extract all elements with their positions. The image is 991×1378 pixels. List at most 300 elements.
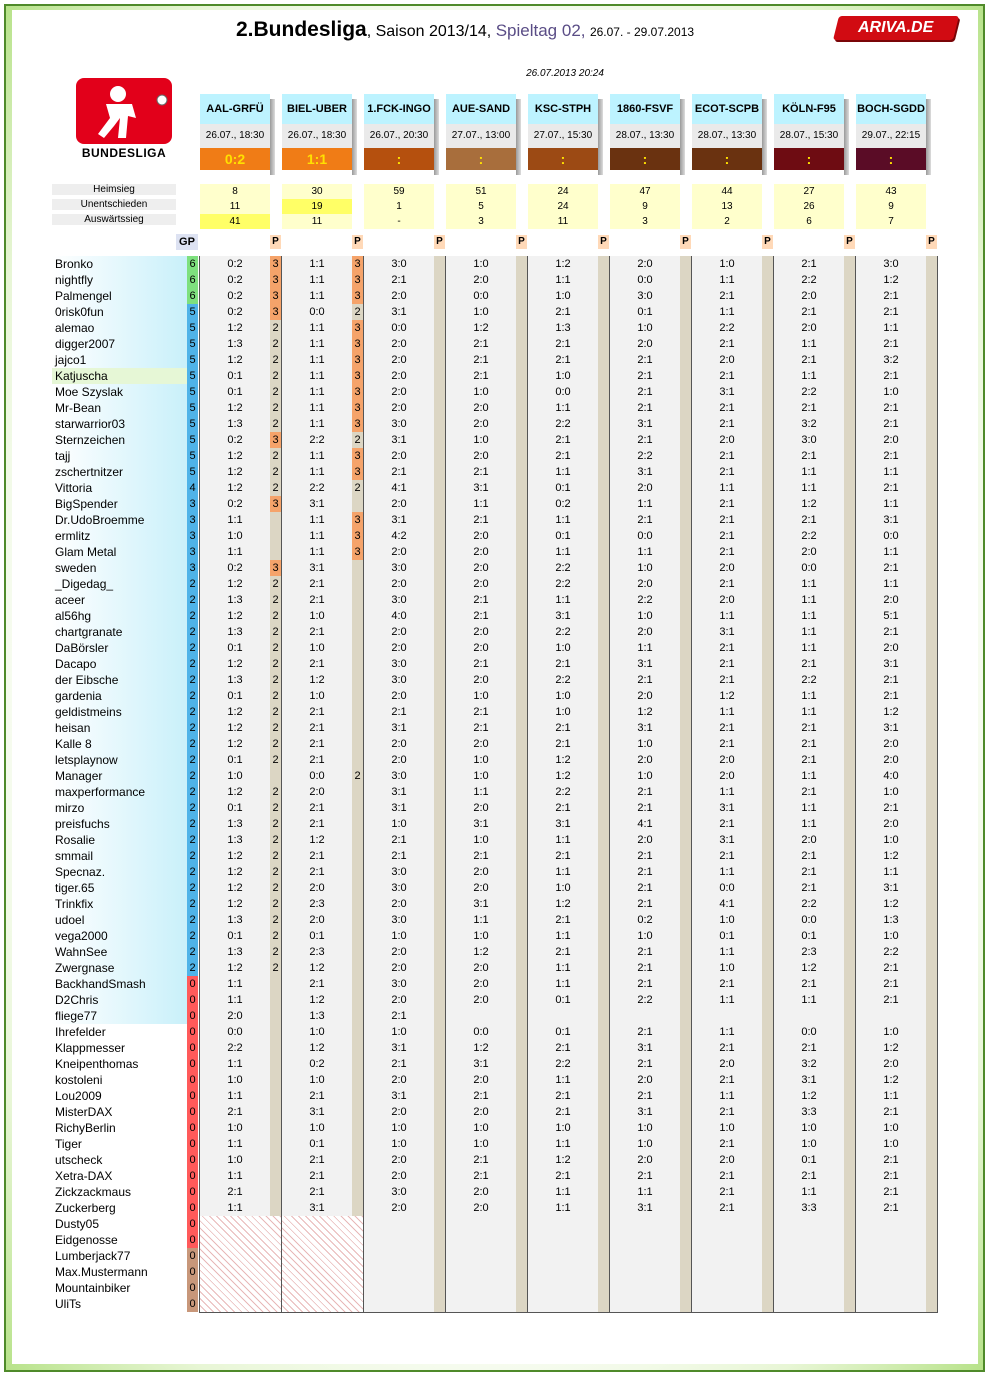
tip-cell: 2:1 xyxy=(555,1042,571,1054)
tip-cell: 1:0 xyxy=(391,1122,407,1134)
tip-points: 2 xyxy=(270,880,281,896)
tip-cell: 2:0 xyxy=(391,450,407,462)
participant-name[interactable]: Moe Szyslak xyxy=(52,384,187,400)
tip-cell: 2:2 xyxy=(309,434,325,446)
tip-cell: 2:1 xyxy=(473,610,489,622)
participant-name[interactable]: Zuckerberg xyxy=(52,1200,187,1216)
tip-cell: 1:1 xyxy=(555,866,571,878)
tip-cell: 0:1 xyxy=(227,386,243,398)
tip-cell: 1:3 xyxy=(883,914,899,926)
tip-cell: 1:0 xyxy=(309,1026,325,1038)
tip-points: 2 xyxy=(270,336,281,352)
tip-cell: 1:1 xyxy=(555,930,571,942)
tip-cell: 2:3 xyxy=(309,946,325,958)
tip-cell: 1:1 xyxy=(637,1186,653,1198)
tip-cell: 0:0 xyxy=(309,306,325,318)
tip-points: 2 xyxy=(270,480,281,496)
stat-value: 3 xyxy=(610,214,680,229)
tip-cell: 2:1 xyxy=(391,706,407,718)
tip-points: 2 xyxy=(270,704,281,720)
match-result: : xyxy=(856,148,926,170)
tip-cell: 2:3 xyxy=(309,898,325,910)
tip-cell: 2:0 xyxy=(391,962,407,974)
participant-name[interactable]: aceer xyxy=(52,592,187,608)
match-header[interactable] xyxy=(200,94,270,175)
participant-name[interactable]: der Eibsche xyxy=(52,672,187,688)
tip-cell: 2:0 xyxy=(637,338,653,350)
points-column xyxy=(598,256,609,1312)
tip-cell: 1:1 xyxy=(309,290,325,302)
participant-name[interactable]: fliege77 xyxy=(52,1008,187,1024)
match-header[interactable] xyxy=(856,94,926,175)
participant-name[interactable]: zschertnitzer xyxy=(52,464,187,480)
match-result: : xyxy=(364,148,434,170)
match-date: 28.07., 13:30 xyxy=(610,124,680,148)
participant-name[interactable]: Eidgenosse xyxy=(52,1232,187,1248)
tip-cell: 0:1 xyxy=(801,930,817,942)
stat-value: 26 xyxy=(774,199,844,214)
stat-value: 6 xyxy=(774,214,844,229)
participant-points: 0 xyxy=(187,1248,198,1264)
tip-cell: 1:2 xyxy=(227,738,243,750)
stat-value: 47 xyxy=(610,184,680,199)
tip-cell: 0:2 xyxy=(309,1058,325,1070)
participant-points: 0 xyxy=(187,1136,198,1152)
tip-cell: 3:1 xyxy=(391,514,407,526)
participant-points: 0 xyxy=(187,1232,198,1248)
participant-name[interactable]: Max.Mustermann xyxy=(52,1264,187,1280)
match-result: : xyxy=(610,148,680,170)
participant-name[interactable]: Katjuscha xyxy=(52,368,187,384)
tip-cell: 1:3 xyxy=(227,946,243,958)
match-result: : xyxy=(446,148,516,170)
tip-cell: 1:0 xyxy=(883,386,899,398)
participant-points: 0 xyxy=(187,1120,198,1136)
participant-points: 5 xyxy=(187,400,198,416)
tip-points: 2 xyxy=(352,480,363,496)
participant-name[interactable]: Zwergnase xyxy=(52,960,187,976)
tip-cell: 2:1 xyxy=(801,450,817,462)
tip-cell: 2:0 xyxy=(883,754,899,766)
match-header[interactable] xyxy=(528,94,598,175)
participant-name[interactable]: Vittoria xyxy=(52,480,187,496)
participant-name[interactable]: Kneipenthomas xyxy=(52,1056,187,1072)
tip-cell: 1:0 xyxy=(555,706,571,718)
tip-cell: 1:1 xyxy=(801,370,817,382)
tip-cell: 1:2 xyxy=(227,402,243,414)
tip-cell: 2:0 xyxy=(637,1074,653,1086)
match-date: 26.07., 20:30 xyxy=(364,124,434,148)
tip-cell: 4:1 xyxy=(637,818,653,830)
tip-cell: 2:0 xyxy=(883,642,899,654)
tip-cell: 5:1 xyxy=(883,610,899,622)
participant-name[interactable]: Palmengel xyxy=(52,288,187,304)
tip-cell: 1:3 xyxy=(309,1010,325,1022)
tip-cell: 2:1 xyxy=(801,1170,817,1182)
tip-cell: 1:0 xyxy=(637,930,653,942)
participant-name[interactable]: Rosalie xyxy=(52,832,187,848)
tip-cell: 0:0 xyxy=(801,914,817,926)
empty-tips-hatch xyxy=(200,1216,281,1312)
tip-cell: 1:1 xyxy=(309,354,325,366)
tip-cell: 1:1 xyxy=(555,514,571,526)
points-column xyxy=(844,256,855,1312)
tip-cell: 2:1 xyxy=(637,514,653,526)
participant-name[interactable]: DaBörsler xyxy=(52,640,187,656)
tip-cell: 1:1 xyxy=(883,546,899,558)
tip-cell: 1:1 xyxy=(309,338,325,350)
tip-cell: 1:1 xyxy=(555,1202,571,1214)
participant-name[interactable]: Xetra-DAX xyxy=(52,1168,187,1184)
tip-cell: 2:0 xyxy=(801,834,817,846)
match-header[interactable] xyxy=(774,94,844,175)
tip-cell: 1:1 xyxy=(555,466,571,478)
match-header[interactable] xyxy=(610,94,680,175)
points-column xyxy=(926,256,937,1312)
tip-cell: 2:1 xyxy=(309,738,325,750)
participant-name[interactable]: ermlitz xyxy=(52,528,187,544)
tip-cell: 0:1 xyxy=(227,802,243,814)
participant-name[interactable]: kostoleni xyxy=(52,1072,187,1088)
participant-points: 5 xyxy=(187,320,198,336)
match-date: 26.07., 18:30 xyxy=(200,124,270,148)
tip-cell: 2:0 xyxy=(637,626,653,638)
tip-cell: 2:1 xyxy=(637,946,653,958)
participant-points: 5 xyxy=(187,384,198,400)
tip-cell: 1:2 xyxy=(555,754,571,766)
tip-cell: 1:0 xyxy=(309,610,325,622)
participant-name[interactable]: heisan xyxy=(52,720,187,736)
column-divider xyxy=(937,256,938,1312)
ariva-logo[interactable] xyxy=(833,16,959,40)
p-header: P xyxy=(270,235,281,249)
participant-name[interactable]: maxperformance xyxy=(52,784,187,800)
tip-cell: 3:1 xyxy=(637,722,653,734)
tip-cell: 2:1 xyxy=(637,674,653,686)
tip-cell: 1:0 xyxy=(801,1138,817,1150)
participant-points: 6 xyxy=(187,288,198,304)
tip-cell: 1:0 xyxy=(473,834,489,846)
participant-name[interactable]: alemao xyxy=(52,320,187,336)
header-shadow xyxy=(926,99,931,175)
participant-name[interactable]: Kalle 8 xyxy=(52,736,187,752)
tip-cell: 2:1 xyxy=(719,418,735,430)
participant-name[interactable]: Sternzeichen xyxy=(52,432,187,448)
stat-value: 11 xyxy=(200,199,270,214)
tip-cell: 2:0 xyxy=(391,338,407,350)
participant-name[interactable]: jajco1 xyxy=(52,352,187,368)
participant-name[interactable]: Mr-Bean xyxy=(52,400,187,416)
tip-cell: 2:1 xyxy=(719,338,735,350)
tip-cell: 3:0 xyxy=(391,770,407,782)
tip-cell: 1:0 xyxy=(555,370,571,382)
tip-cell: 2:2 xyxy=(883,946,899,958)
tip-cell: 2:0 xyxy=(391,370,407,382)
empty-tips-hatch xyxy=(282,1216,363,1312)
header-shadow xyxy=(352,99,357,175)
match-header[interactable] xyxy=(446,94,516,175)
tip-cell: 2:1 xyxy=(309,866,325,878)
participant-name[interactable]: Lou2009 xyxy=(52,1088,187,1104)
tip-points: 3 xyxy=(270,560,281,576)
participant-name[interactable]: mirzo xyxy=(52,800,187,816)
tip-cell: 1:1 xyxy=(719,482,735,494)
participant-name[interactable]: digger2007 xyxy=(52,336,187,352)
participant-name[interactable]: Specnaz. xyxy=(52,864,187,880)
tip-cell: 1:1 xyxy=(309,370,325,382)
tip-cell: 4:0 xyxy=(391,610,407,622)
tip-cell: 3:2 xyxy=(883,354,899,366)
stat-value: 27 xyxy=(774,184,844,199)
participant-name[interactable]: geldistmeins xyxy=(52,704,187,720)
participant-points: 0 xyxy=(187,1072,198,1088)
tip-cell: 2:1 xyxy=(719,658,735,670)
participant-name[interactable]: Manager xyxy=(52,768,187,784)
tip-points: 3 xyxy=(352,512,363,528)
tip-cell: 1:0 xyxy=(309,1122,325,1134)
match-code: BOCH-SGDD xyxy=(856,94,926,124)
stat-value: 11 xyxy=(528,214,598,229)
tip-cell: 2:0 xyxy=(309,786,325,798)
tip-cell: 1:0 xyxy=(637,1122,653,1134)
tip-cell: 3:1 xyxy=(637,1202,653,1214)
tip-cell: 1:0 xyxy=(309,1074,325,1086)
tip-cell: 2:1 xyxy=(473,1170,489,1182)
tip-points: 3 xyxy=(352,320,363,336)
participant-name[interactable]: _Digedag_ xyxy=(52,576,187,592)
tip-points: 2 xyxy=(270,912,281,928)
tip-cell: 1:0 xyxy=(391,1138,407,1150)
tip-cell: 2:1 xyxy=(883,1186,899,1198)
participant-name[interactable]: Bronko xyxy=(52,256,187,272)
participant-points: 0 xyxy=(187,1280,198,1296)
participant-points: 0 xyxy=(187,976,198,992)
participant-points: 0 xyxy=(187,1264,198,1280)
tip-cell: 2:1 xyxy=(883,962,899,974)
tip-cell: 2:3 xyxy=(801,946,817,958)
tip-cell: 2:1 xyxy=(883,402,899,414)
tip-cell: 1:2 xyxy=(227,354,243,366)
participant-points: 4 xyxy=(187,480,198,496)
tip-cell: 2:1 xyxy=(801,658,817,670)
participant-name[interactable]: udoel xyxy=(52,912,187,928)
tip-cell: 2:1 xyxy=(719,514,735,526)
tip-points: 2 xyxy=(270,352,281,368)
tip-cell: 2:1 xyxy=(473,514,489,526)
participant-points: 0 xyxy=(187,1168,198,1184)
tip-points: 2 xyxy=(270,816,281,832)
participant-name[interactable]: letsplaynow xyxy=(52,752,187,768)
participant-name[interactable]: Glam Metal xyxy=(52,544,187,560)
tip-cell: 1:2 xyxy=(883,274,899,286)
tip-cell: 0:1 xyxy=(227,754,243,766)
tip-cell: 2:0 xyxy=(473,450,489,462)
tip-cell: 3:0 xyxy=(801,434,817,446)
participant-name[interactable]: Trinkfix xyxy=(52,896,187,912)
tip-cell: 2:1 xyxy=(555,1170,571,1182)
tip-cell: 0:0 xyxy=(637,274,653,286)
participant-name[interactable]: Dusty05 xyxy=(52,1216,187,1232)
tip-cell: 2:1 xyxy=(719,546,735,558)
participant-name[interactable]: MisterDAX xyxy=(52,1104,187,1120)
tip-cell: 1:0 xyxy=(719,1122,735,1134)
tip-points: 3 xyxy=(270,496,281,512)
tip-cell: 1:2 xyxy=(309,834,325,846)
participant-name[interactable]: Ihrefelder xyxy=(52,1024,187,1040)
tip-cell: 2:1 xyxy=(801,754,817,766)
header-shadow xyxy=(598,99,603,175)
tip-cell: 2:0 xyxy=(309,914,325,926)
tip-points: 3 xyxy=(270,256,281,272)
participant-points: 0 xyxy=(187,1088,198,1104)
participant-name[interactable]: Lumberjack77 xyxy=(52,1248,187,1264)
participant-name[interactable]: D2Chris xyxy=(52,992,187,1008)
stat-value: 9 xyxy=(610,199,680,214)
tip-cell: 1:2 xyxy=(227,450,243,462)
tip-cell: 3:0 xyxy=(391,658,407,670)
tip-cell: 1:1 xyxy=(637,546,653,558)
tip-cell: 1:2 xyxy=(227,882,243,894)
tip-cell: 2:2 xyxy=(801,386,817,398)
participant-name[interactable]: utscheck xyxy=(52,1152,187,1168)
participant-name[interactable]: Zickzackmaus xyxy=(52,1184,187,1200)
tip-cell: 2:1 xyxy=(719,1202,735,1214)
tip-cell: 2:1 xyxy=(555,914,571,926)
match-header[interactable] xyxy=(282,94,352,175)
tip-points: 3 xyxy=(352,416,363,432)
tip-cell: 1:0 xyxy=(473,690,489,702)
tip-cell: 2:0 xyxy=(391,546,407,558)
tip-cell: 1:0 xyxy=(555,882,571,894)
participant-name[interactable]: tajj xyxy=(52,448,187,464)
participant-points: 0 xyxy=(187,1200,198,1216)
tip-cell: 0:1 xyxy=(227,370,243,382)
tip-cell: 1:0 xyxy=(555,1122,571,1134)
tip-cell: 2:1 xyxy=(309,850,325,862)
tip-cell: 1:2 xyxy=(555,770,571,782)
participant-points: 2 xyxy=(187,576,198,592)
tip-cell: 0:1 xyxy=(227,690,243,702)
tip-points: 3 xyxy=(352,352,363,368)
tip-cell: 1:0 xyxy=(883,834,899,846)
participant-points: 2 xyxy=(187,736,198,752)
participant-name[interactable]: Dacapo xyxy=(52,656,187,672)
tip-points: 3 xyxy=(352,272,363,288)
tip-cell: 3:0 xyxy=(391,258,407,270)
tip-cell: 1:0 xyxy=(883,1122,899,1134)
participant-name[interactable]: RichyBerlin xyxy=(52,1120,187,1136)
tip-cell: 2:1 xyxy=(637,882,653,894)
tip-cell: 1:1 xyxy=(227,546,243,558)
participant-name[interactable]: UliTs xyxy=(52,1296,187,1312)
tip-cell: 2:2 xyxy=(309,482,325,494)
tip-cell: 2:1 xyxy=(637,434,653,446)
participant-name[interactable]: gardenia xyxy=(52,688,187,704)
tip-cell: 1:1 xyxy=(719,1090,735,1102)
participant-name[interactable]: WahnSee xyxy=(52,944,187,960)
match-header[interactable] xyxy=(364,94,434,175)
tip-cell: 1:1 xyxy=(719,610,735,622)
tip-cell: 2:1 xyxy=(637,962,653,974)
participant-points: 3 xyxy=(187,544,198,560)
tip-cell: 2:2 xyxy=(637,594,653,606)
tip-cell: 2:1 xyxy=(883,978,899,990)
tip-cell: 1:1 xyxy=(555,402,571,414)
participant-name[interactable]: tiger.65 xyxy=(52,880,187,896)
tip-cell: 1:1 xyxy=(801,466,817,478)
tip-cell: 2:1 xyxy=(391,1058,407,1070)
tip-cell: 1:0 xyxy=(473,434,489,446)
tip-cell: 3:1 xyxy=(555,818,571,830)
tip-cell: 3:0 xyxy=(391,978,407,990)
match-header[interactable] xyxy=(692,94,762,175)
tip-cell: 2:0 xyxy=(391,1154,407,1166)
stat-value: 5 xyxy=(446,199,516,214)
tip-cell: 3:0 xyxy=(391,866,407,878)
tip-points: 2 xyxy=(270,672,281,688)
participant-name[interactable]: preisfuchs xyxy=(52,816,187,832)
tip-points: 2 xyxy=(270,784,281,800)
participant-name[interactable]: BigSpender xyxy=(52,496,187,512)
tip-cell: 3:1 xyxy=(391,306,407,318)
tip-cell: 2:1 xyxy=(719,738,735,750)
tip-cell: 2:0 xyxy=(473,674,489,686)
tip-cell: 2:1 xyxy=(637,786,653,798)
participant-name[interactable]: Mountainbiker xyxy=(52,1280,187,1296)
bundesliga-logo-text: BUNDESLIGA xyxy=(81,146,167,160)
participant-name[interactable]: sweden xyxy=(52,560,187,576)
tip-cell: 1:2 xyxy=(801,1090,817,1102)
participant-name[interactable]: vega2000 xyxy=(52,928,187,944)
tip-cell: 2:0 xyxy=(473,1186,489,1198)
tip-points: 3 xyxy=(352,528,363,544)
participant-name[interactable]: smmail xyxy=(52,848,187,864)
tip-points: 2 xyxy=(270,848,281,864)
tip-cell: 1:1 xyxy=(883,466,899,478)
participant-points: 2 xyxy=(187,624,198,640)
tip-cell: 1:0 xyxy=(473,770,489,782)
participant-name[interactable]: Tiger xyxy=(52,1136,187,1152)
tip-cell: 2:1 xyxy=(637,866,653,878)
participant-name[interactable]: Klappmesser xyxy=(52,1040,187,1056)
tip-cell: 1:2 xyxy=(555,898,571,910)
updated-timestamp: 26.07.2013 20:24 xyxy=(526,68,604,79)
participant-name[interactable]: nightfly xyxy=(52,272,187,288)
participant-name[interactable]: chartgranate xyxy=(52,624,187,640)
participant-name[interactable]: starwarrior03 xyxy=(52,416,187,432)
tip-cell: 1:2 xyxy=(883,898,899,910)
participant-name[interactable]: Dr.UdoBroemme xyxy=(52,512,187,528)
tip-cell: 1:1 xyxy=(473,914,489,926)
tip-cell: 1:1 xyxy=(555,834,571,846)
participant-name[interactable]: 0risk0fun xyxy=(52,304,187,320)
participant-points: 5 xyxy=(187,336,198,352)
tip-cell: 3:0 xyxy=(391,674,407,686)
tip-cell: 2:0 xyxy=(473,402,489,414)
participant-name[interactable]: BackhandSmash xyxy=(52,976,187,992)
tip-cell: 0:1 xyxy=(555,482,571,494)
tip-cell: 1:1 xyxy=(227,994,243,1006)
participant-name[interactable]: al56hg xyxy=(52,608,187,624)
tip-cell: 3:3 xyxy=(801,1106,817,1118)
tip-cell: 1:1 xyxy=(309,402,325,414)
tip-cell: 3:1 xyxy=(637,658,653,670)
points-column xyxy=(434,256,445,1312)
match-date: 29.07., 22:15 xyxy=(856,124,926,148)
p-header: P xyxy=(926,235,937,249)
header-shadow xyxy=(434,99,439,175)
tip-cell: 1:2 xyxy=(883,850,899,862)
